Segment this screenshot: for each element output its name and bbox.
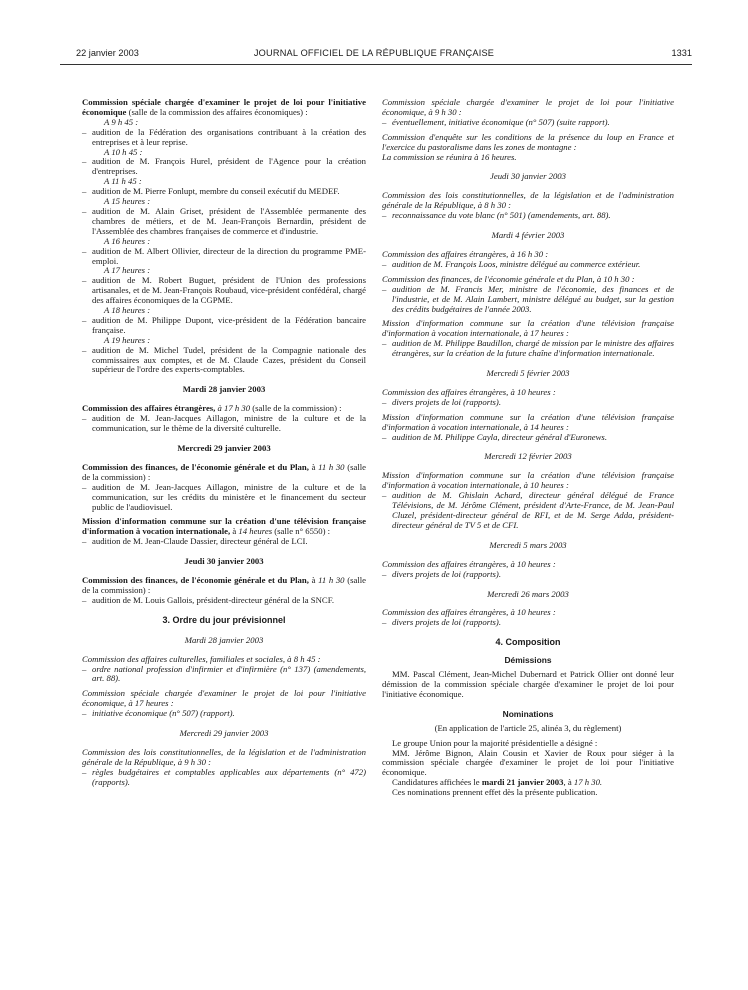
time-slot: A 18 heures : <box>104 305 151 316</box>
agenda-item: – audition de la Fédération des organisations contribuant à la création des entreprises et à leur reprise. <box>82 128 366 148</box>
paragraph: MM. Jérôme Bignon, Alain Cousin et Xavier de Roux pour siéger à la commission spéciale chargée d'examiner le projet de loi pour l'initiative économique. <box>382 747 674 778</box>
date-heading: Mercredi 26 mars 2003 <box>487 588 569 599</box>
time-slot: A 19 heures : <box>104 334 151 345</box>
commission-heading: Commission des affaires étrangères, à 10 heures : <box>382 558 556 569</box>
commission-heading: Commission des affaires étrangères, à 10 heures : <box>382 607 556 618</box>
commission-heading: Mission d'information commune sur la création d'une télévision française d'information à vocation internationale, à 17 heures : <box>382 318 674 339</box>
date-heading: Jeudi 30 janvier 2003 <box>490 171 566 182</box>
agenda-item: – audition de M. François Loos, ministre délégué au commerce extérieur. <box>382 260 674 270</box>
right-column <box>382 98 674 798</box>
header-rule <box>60 64 692 65</box>
header-date: 22 janvier 2003 <box>76 48 139 58</box>
commission-heading: Commission des finances, de l'économie générale et du Plan, à 11 h 30 (salle de la commission) : <box>82 461 367 482</box>
left-column <box>82 98 366 788</box>
agenda-item: – audition de M. Philippe Baudillon, chargé de mission par le ministre des affaires étrangères, sur la création de la future chaîne d'information internationale. <box>382 339 674 359</box>
date-heading: Mercredi 12 février 2003 <box>484 451 572 462</box>
paragraph: Le groupe Union pour la majorité présidentielle a désigné : <box>392 737 598 748</box>
agenda-item: – audition de M. Michel Tudel, président de la Compagnie nationale des commissaires aux comptes, et de M. Claude Cazes, président du Conseil supérieur de l'ordre des experts-comptables. <box>82 346 366 376</box>
agenda-item: – divers projets de loi (rapports). <box>382 570 674 580</box>
commission-heading: Commission des affaires étrangères, à 10 heures : <box>382 386 556 397</box>
time-slot: A 9 h 45 : <box>104 116 139 127</box>
subsection-heading: Nominations <box>502 708 554 719</box>
date-heading: Mardi 28 janvier 2003 <box>184 634 264 645</box>
agenda-item: – audition de M. Philippe Dupont, vice-président de la Fédération bancaire française. <box>82 316 366 336</box>
time-slot: A 16 heures : <box>104 235 151 246</box>
agenda-item: – audition de M. Francis Mer, ministre de l'économie, des finances et de l'industrie, et de M. Alain Lambert, ministre délégué au budget, sur la gestion des crédits budgétaires de l'année 2003. <box>382 285 674 315</box>
agenda-item: – audition de M. Robert Buguet, président de l'Union des professions artisanales, et de M. Jean-François Roubaud, vice-président confédéral, chargé des affaires économiques de la CGPME. <box>82 276 366 306</box>
agenda-item: – ordre national profession d'infirmier et d'infirmière (n° 137) (amendements, art. 88). <box>82 665 366 685</box>
date-heading: Mercredi 29 janvier 2003 <box>177 443 271 453</box>
agenda-item: – règles budgétaires et comptables applicables aux départements (n° 472) (rapports). <box>82 768 366 788</box>
commission-heading: Commission des lois constitutionnelles, de la législation et de l'administration générale de la République, à 8 h 30 : <box>382 190 674 211</box>
time-slot: A 10 h 45 : <box>104 146 143 157</box>
commission-heading: Commission des lois constitutionnelles, de la législation et de l'administration générale de la République, à 9 h 30 : <box>82 746 366 767</box>
commission-heading: Mission d'information commune sur la création d'une télévision française d'information à vocation internationale, à 14 heures (salle n° 6550) : <box>82 516 366 537</box>
section-heading: 3. Ordre du jour prévisionnel <box>162 614 286 625</box>
date-heading: Mardi 28 janvier 2003 <box>182 384 266 395</box>
agenda-item: – divers projets de loi (rapports). <box>382 398 674 408</box>
commission-heading: Commission des affaires étrangères, à 16 h 30 : <box>382 248 549 259</box>
commission-heading: Commission des finances, de l'économie générale et du Plan, à 11 h 30 (salle de la commission) : <box>82 575 367 595</box>
agenda-item: – audition de M. Ghislain Achard, directeur général délégué de France Télévisions, de M. Jérôme Clément, président d'Arte-France, de M. Jean-Paul Cluzel, président-directeur général de RFI, et de M. Serge Adda, président-directeur général de TV 5 et de CFI. <box>382 491 674 531</box>
agenda-note: La commission se réunira à 16 heures. <box>382 151 517 162</box>
agenda-item: – audition de M. Jean-Jacques Aillagon, ministre de la culture et de la communication, sur les crédits du ministère et le financement du secteur public de l'audiovisuel. <box>82 483 366 513</box>
agenda-item: – audition de M. Louis Gallois, président-directeur général de la SNCF. <box>82 596 366 606</box>
agenda-item: – audition de M. Philippe Cayla, directeur général d'Euronews. <box>382 433 674 443</box>
commission-heading: Commission spéciale chargée d'examiner le projet de loi pour l'initiative économique (salle de la commission des affaires économiques) : <box>82 97 366 117</box>
commission-heading: Commission des affaires culturelles, familiales et sociales, à 8 h 45 : <box>82 653 321 664</box>
page-header <box>40 48 708 62</box>
agenda-item: – éventuellement, initiative économique (n° 507) (suite rapport). <box>382 118 674 128</box>
paragraph: Ces nominations prennent effet dès la présente publication. <box>392 787 598 798</box>
subsection-note: (En application de l'article 25, alinéa 3, du règlement) <box>434 722 622 733</box>
date-heading: Mardi 4 février 2003 <box>491 230 565 241</box>
header-title: JOURNAL OFFICIEL DE LA RÉPUBLIQUE FRANÇAISE <box>253 48 495 58</box>
agenda-item: – audition de M. Pierre Fonlupt, membre du conseil exécutif du MEDEF. <box>82 187 366 197</box>
date-heading: Mercredi 29 janvier 2003 <box>179 728 269 739</box>
commission-heading: Commission spéciale chargée d'examiner le projet de loi pour l'initiative économique, à 9 h 30 : <box>382 97 674 117</box>
date-heading: Jeudi 30 janvier 2003 <box>184 556 264 567</box>
time-slot: A 17 heures : <box>104 265 151 276</box>
agenda-item: – initiative économique (n° 507) (rapport). <box>82 709 366 719</box>
paragraph: MM. Pascal Clément, Jean-Michel Dubernard et Patrick Ollier ont donné leur démission de la commission spéciale chargée d'examiner le projet de loi pour l'initiative économique. <box>382 669 674 699</box>
header-page-number: 1331 <box>671 48 692 58</box>
commission-heading: Commission des finances, de l'économie générale et du Plan, à 10 h 30 : <box>382 273 635 284</box>
commission-heading: Mission d'information commune sur la création d'une télévision française d'information à vocation internationale, à 10 heures : <box>382 470 674 491</box>
paragraph: Candidatures affichées le mardi 21 janvier 2003, à 17 h 30. <box>392 777 603 788</box>
section-heading: 4. Composition <box>495 637 561 648</box>
agenda-item: – reconnaissance du vote blanc (n° 501) (amendements, art. 88). <box>382 211 674 221</box>
subsection-heading: Démissions <box>504 655 552 666</box>
agenda-item: – audition de M. Jean-Jacques Aillagon, ministre de la culture et de la communication, sur le thème de la diversité culturelle. <box>82 414 366 434</box>
commission-heading: Commission d'enquête sur les conditions de la présence du loup en France et l'exercice du pastoralisme dans les zones de montagne : <box>382 131 674 152</box>
time-slot: A 15 heures : <box>104 196 151 207</box>
commission-heading: Commission spéciale chargée d'examiner le projet de loi pour l'initiative économique, à 17 heures : <box>82 688 366 709</box>
agenda-item: – audition de M. Albert Ollivier, directeur de la direction du programme PME-emploi. <box>82 247 366 267</box>
date-heading: Mercredi 5 mars 2003 <box>489 539 567 550</box>
agenda-item: – divers projets de loi (rapports). <box>382 618 674 628</box>
time-slot: A 11 h 45 : <box>104 176 142 187</box>
agenda-item: – audition de M. François Hurel, président de l'Agence pour la création d'entreprises. <box>82 157 366 177</box>
commission-heading: Mission d'information commune sur la création d'une télévision française d'information à vocation internationale, à 14 heures : <box>382 411 674 432</box>
agenda-item: – audition de M. Jean-Claude Dassier, directeur général de LCI. <box>82 537 366 547</box>
agenda-item: – audition de M. Alain Griset, président de l'Assemblée permanente des chambres de métiers, et de M. Jean-François Bernardin, président de l'Assemblée des chambres françaises de commerce et d'industrie. <box>82 207 366 237</box>
date-heading: Mercredi 5 février 2003 <box>486 368 570 379</box>
commission-heading: Commission des affaires étrangères, à 17 h 30 (salle de la commission) : <box>82 403 342 414</box>
